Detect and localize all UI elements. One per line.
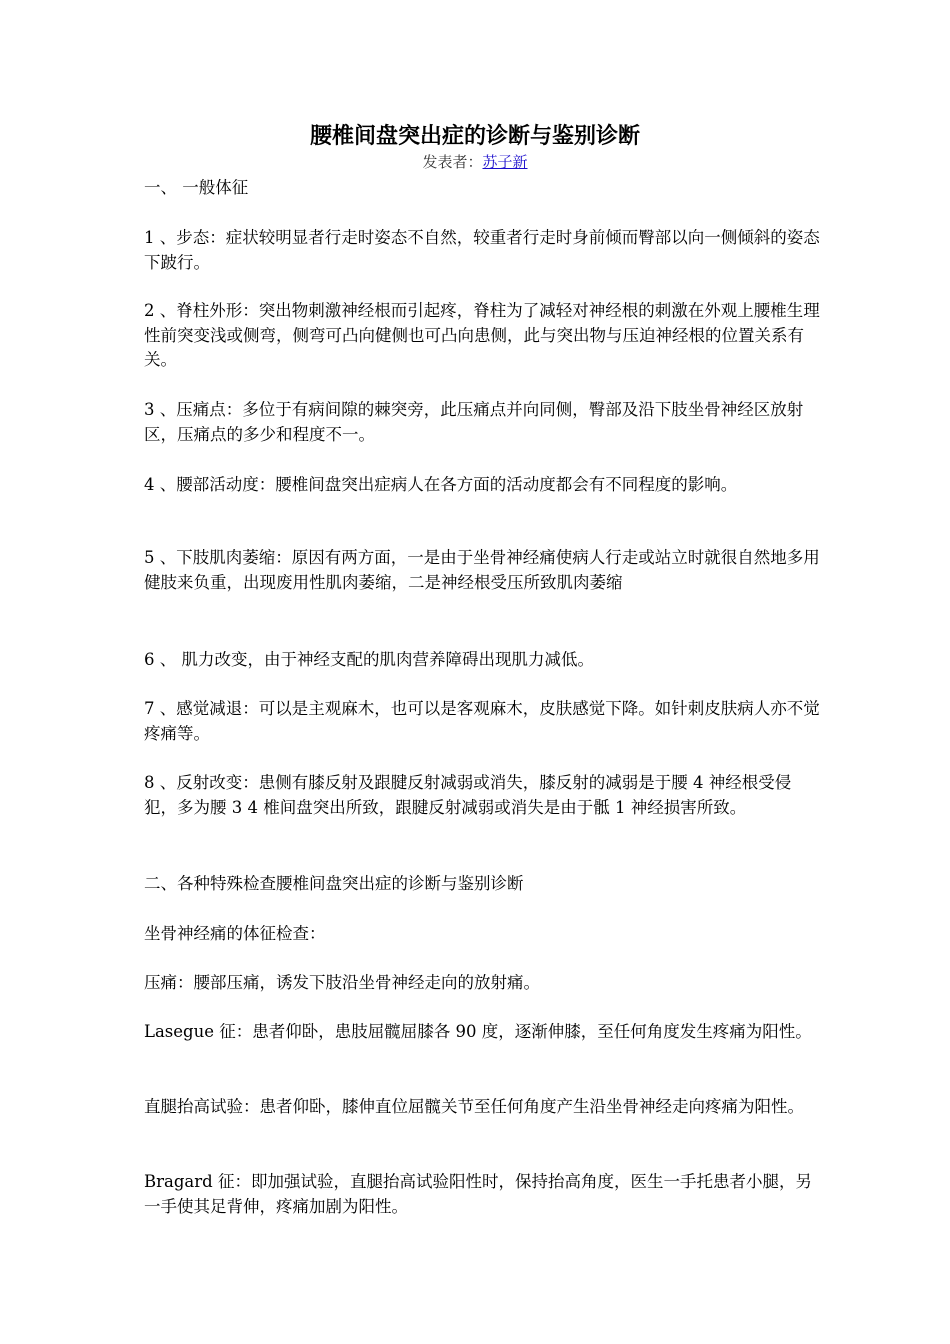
paragraph-sciatic-exam: 坐骨神经痛的体征检查： bbox=[144, 924, 326, 943]
paragraph-lumbar-mobility: 4 、腰部活动度：腰椎间盘突出症病人在各方面的活动度都会有不同程度的影响。 bbox=[144, 475, 738, 494]
document-title: 腰椎间盘突出症的诊断与鉴别诊断 bbox=[309, 123, 640, 149]
author-link[interactable]: 苏子新 bbox=[482, 153, 528, 171]
section-heading-1: 一、 一般体征 bbox=[144, 178, 249, 197]
paragraph-muscle-strength: 6 、 肌力改变，由于神经支配的肌肉营养障碍出现肌力减低。 bbox=[144, 650, 594, 669]
paragraph-gait: 1 、步态：症状较明显者行走时姿态不自然，较重者行走时身前倾而臀部以向一侧倾斜的姿态下跛行。 bbox=[144, 228, 820, 272]
paragraph-tender-point: 3 、压痛点：多位于有病间隙的棘突旁，此压痛点并向同侧，臀部及沿下肢坐骨神经区放射区，压痛点的多少和程度不一。 bbox=[144, 400, 804, 444]
paragraph-tenderness: 压痛：腰部压痛，诱发下肢沿坐骨神经走向的放射痛。 bbox=[144, 973, 540, 992]
paragraph-bragard: Bragard 征：即加强试验，直腿抬高试验阳性时，保持抬高角度，医生一手托患者小腿，另一手使其足背伸，疼痛加剧为阳性。 bbox=[144, 1172, 812, 1216]
paragraph-lasegue: Lasegue 征：患者仰卧，患肢屈髋屈膝各 90 度，逐渐伸膝，至任何角度发生疼痛为阳性。 bbox=[144, 1022, 812, 1041]
author-line bbox=[0, 152, 950, 172]
paragraph-reflex: 8 、反射改变：患侧有膝反射及跟腱反射减弱或消失，膝反射的减弱是于腰 4 神经根受侵犯，多为腰 3 4 椎间盘突出所致，跟腱反射减弱或消失是由于骶 1 神经损害所致。 bbox=[144, 773, 792, 817]
paragraph-spine: 2 、脊柱外形：突出物刺激神经根而引起疼，脊柱为了减轻对神经根的刺激在外观上腰椎生理性前突变浅或侧弯，侧弯可凸向健侧也可凸向患侧，此与突出物与压迫神经根的位置关系有关。 bbox=[144, 301, 820, 369]
paragraph-muscle-atrophy: 5 、下肢肌肉萎缩：原因有两方面，一是由于坐骨神经痛使病人行走或站立时就很自然地多用健肢来负重，出现废用性肌肉萎缩，二是神经根受压所致肌肉萎缩 bbox=[144, 548, 820, 592]
section-heading-2: 二、各种特殊检查腰椎间盘突出症的诊断与鉴别诊断 bbox=[144, 874, 524, 893]
author-label: 发表者： bbox=[422, 153, 483, 171]
paragraph-sensation: 7 、感觉减退：可以是主观麻木，也可以是客观麻木，皮肤感觉下降。如针刺皮肤病人亦不觉疼痛等。 bbox=[144, 699, 820, 743]
paragraph-straight-leg: 直腿抬高试验：患者仰卧，膝伸直位屈髋关节至任何角度产生沿坐骨神经走向疼痛为阳性。 bbox=[144, 1097, 804, 1116]
